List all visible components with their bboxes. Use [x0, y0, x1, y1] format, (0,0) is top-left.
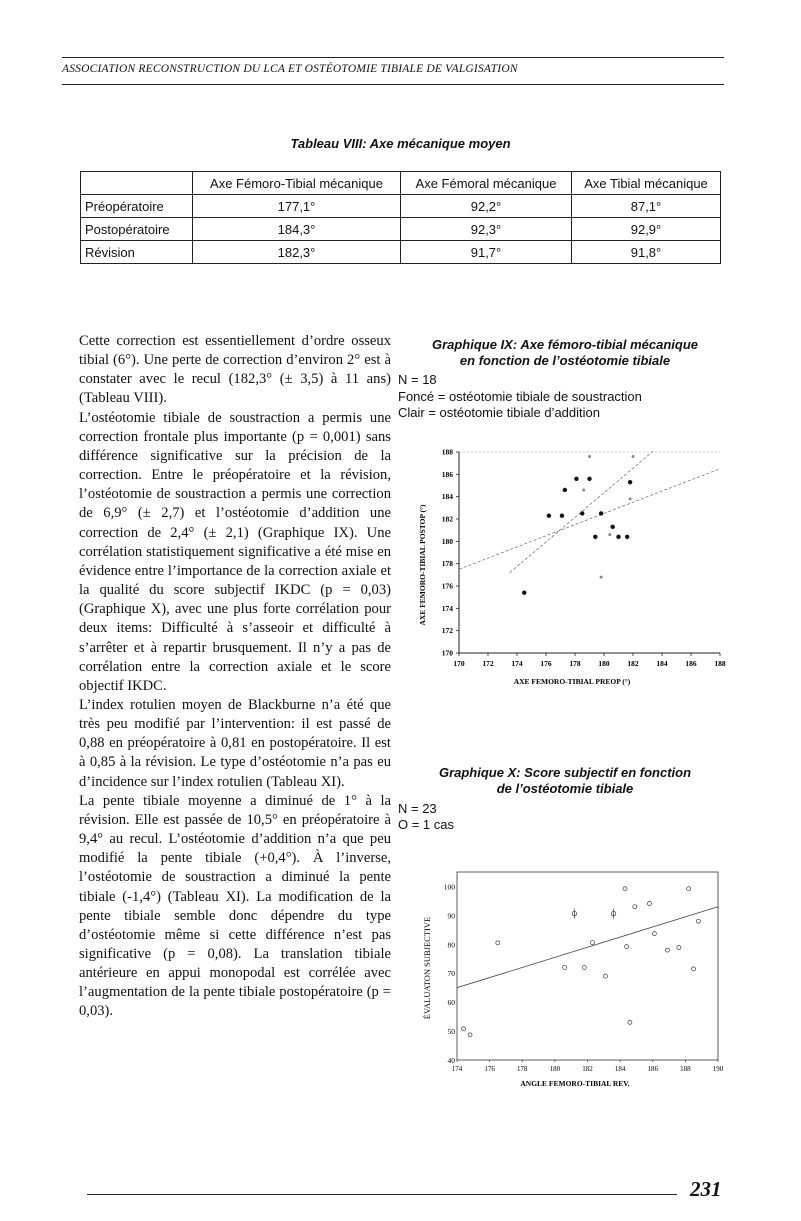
table-row-label: Préopératoire	[81, 195, 193, 218]
graph10-point	[628, 1020, 632, 1024]
table-cell: 177,1°	[193, 195, 401, 218]
graph10-point	[696, 919, 700, 923]
table-row	[81, 218, 721, 241]
graph10-y-tick-label: 100	[443, 882, 455, 892]
graph9-y-tick-label: 184	[441, 492, 453, 502]
graph9-dark-point	[563, 488, 567, 492]
graph10-point	[677, 945, 681, 949]
graph9-x-tick-label: 188	[714, 659, 726, 668]
graph9-dark-point	[616, 535, 620, 539]
axe-mecanique-table	[80, 171, 721, 264]
graph10-y-tick-label: 70	[447, 969, 455, 979]
graph9-x-tick-label: 180	[598, 659, 610, 668]
graph10-point	[625, 945, 629, 949]
graph9-title-line2: en fonction de l’ostéotomie tibiale	[459, 353, 671, 368]
graph10-point	[462, 1027, 466, 1031]
graph9-dark-point	[547, 513, 551, 517]
graph9-light-point	[632, 455, 635, 458]
graph10-y-tick-label: 40	[447, 1056, 455, 1065]
graph9-y-tick-label: 180	[441, 536, 453, 546]
graph9-n: N = 18	[398, 372, 437, 387]
graph10-point	[652, 932, 656, 936]
graph10-x-tick-label: 174	[451, 1065, 463, 1073]
graph9-y-tick-label: 174	[441, 603, 453, 613]
graph10-y-tick-label: 90	[447, 911, 455, 921]
graph9-x-axis-label: AXE FEMORO-TIBIAL PREOP (°)	[513, 677, 631, 686]
table-header-row	[81, 172, 721, 195]
body-paragraph: L’index rotulien moyen de Blackburne n’a été que très peu modifié par l’intervention: il est passé de 0,88 en préopératoire à 0,81 en postopératoire. Il est à 0,85 à la révision. Le type d’ostéotomie n’a pas eu d’incidence sur l’index rotulien (Tableau XI).	[79, 696, 391, 790]
table-cell: 92,9°	[572, 218, 721, 241]
graph9-legend-dark: Foncé = ostéotomie tibiale de soustraction	[398, 389, 642, 404]
graph9-y-tick-label: 182	[441, 514, 453, 524]
table-row-label: Révision	[81, 241, 193, 264]
graph9-x-tick-label: 174	[511, 659, 523, 668]
graph10-title-line1: Graphique X: Score subjectif en fonction	[438, 765, 692, 780]
graph9-regression-line	[510, 450, 655, 573]
graph9-x-tick-label: 172	[482, 659, 494, 668]
graph9-title-line1: Graphique IX: Axe fémoro-tibial mécanique	[431, 337, 699, 352]
graph9-light-point	[588, 455, 591, 458]
graph10-point	[563, 965, 567, 969]
table-cell: 91,7°	[401, 241, 572, 264]
table-cell: 184,3°	[193, 218, 401, 241]
table-header-cell: Axe Fémoro-Tibial mécanique	[193, 172, 401, 195]
graph9-light-point	[629, 497, 632, 500]
graph9-y-tick-label: 178	[441, 559, 453, 569]
graph10-x-tick-label: 180	[549, 1065, 561, 1073]
graph10-point	[633, 905, 637, 909]
graph10-x-tick-label: 190	[712, 1065, 724, 1073]
graph9-y-tick-label: 176	[441, 581, 453, 591]
graph10-point	[665, 948, 669, 952]
graph10-scatter-chart	[405, 860, 735, 1090]
graph10-title-line2: de l’ostéotomie tibiale	[496, 781, 634, 796]
header-rule-top	[62, 57, 724, 58]
graph9-light-point	[582, 488, 585, 491]
graph10-x-tick-label: 186	[647, 1065, 658, 1073]
graph9-dark-point	[560, 513, 564, 517]
table-header-cell: Axe Tibial mécanique	[572, 172, 721, 195]
graph9-dark-point	[587, 477, 591, 481]
graph9-x-tick-label: 184	[656, 659, 668, 668]
graph9-dark-point	[611, 525, 615, 529]
graph9-dark-point	[625, 535, 629, 539]
table-cell: 92,2°	[401, 195, 572, 218]
graph9-dark-point	[574, 477, 578, 481]
table-title: Tableau VIII: Axe mécanique moyen	[290, 136, 511, 151]
running-header: ASSOCIATION RECONSTRUCTION DU LCA ET OSTÉOTOMIE TIBIALE DE VALGISATION	[62, 63, 518, 75]
graph9-x-tick-label: 170	[453, 659, 465, 668]
graph9-dark-point	[599, 511, 603, 515]
graph9-dark-point	[593, 535, 597, 539]
graph10-y-axis-label: ÉVALUATON SUBJECTIVE	[422, 916, 432, 1020]
graph10-point	[692, 967, 696, 971]
body-paragraph: Cette correction est essentiellement d’ordre osseux tibial (6°). Une perte de correction d’environ 2° est à constater avec le recul (182,3° (± 3,5) à 11 ans) (Tableau VIII).	[79, 333, 391, 407]
graph9-y-tick-label: 188	[441, 447, 453, 457]
graph9-dark-point	[522, 591, 526, 595]
graph9-x-tick-label: 178	[569, 659, 581, 668]
graph10-y-tick-label: 50	[447, 1027, 455, 1037]
page-number: 231	[690, 1177, 722, 1201]
graph10-point	[582, 965, 586, 969]
graph10-x-tick-label: 176	[484, 1065, 495, 1073]
graph10-point	[647, 902, 651, 906]
graph9-x-tick-label: 186	[685, 659, 697, 668]
graph9-x-tick-label: 182	[627, 659, 639, 668]
graph9-y-tick-label: 172	[441, 626, 453, 636]
graph10-point	[623, 887, 627, 891]
graph10-point	[468, 1033, 472, 1037]
graph10-x-tick-label: 184	[614, 1065, 626, 1073]
table-header-cell	[81, 172, 193, 195]
graph10-y-tick-label: 80	[447, 940, 455, 950]
graph9-light-point	[608, 533, 611, 536]
graph9-y-tick-label: 170	[441, 648, 453, 658]
graph10-n: N = 23	[398, 801, 437, 816]
table-cell: 182,3°	[193, 241, 401, 264]
graph9-dark-point	[628, 480, 632, 484]
graph10-point	[496, 941, 500, 945]
graph10-point	[603, 974, 607, 978]
graph9-y-axis-label: AXE FEMORO-TIBIAL POSTOP (°)	[418, 504, 427, 626]
graph9-y-tick-label: 186	[441, 469, 453, 479]
graph10-x-tick-label: 182	[582, 1065, 593, 1073]
body-text-column	[79, 332, 391, 1022]
graph9-scatter-chart	[405, 440, 735, 695]
graph9-x-tick-label: 176	[540, 659, 552, 668]
graph9-regression-line	[459, 469, 720, 570]
graph9-light-point	[600, 576, 603, 579]
graph10-regression-line	[457, 907, 718, 988]
graph10-x-tick-label: 188	[680, 1065, 691, 1073]
graph9-legend-light: Clair = ostéotomie tibiale d’addition	[398, 405, 600, 420]
graph10-note: O = 1 cas	[398, 817, 454, 832]
body-paragraph: L’ostéotomie tibiale de soustraction a permis une correction frontale plus importante (p = 0,001) sans différence significative sur la précision de la correction. Entre le préopératoire et la révision, l’ostéotomie de soustraction a permis une correction de 6,9° (± 2,7) et l’ostéotomie d’addition une correction de 2,4° (± 2,1) (Graphique IX). Une corrélation statistiquement significative a été mise en évidence entre l’importance de la correction axiale et la qualité du score subjectif IKDC (p = 0,03) (Graphique X), avec une plus forte corrélation pour deux items: Difficulté à s’asseoir et difficulté à s’arrêter et à repartir brusquement. Il n’y a pas de corrélation entre la correction axiale et le score objectif IKDC.	[79, 409, 391, 694]
header-rule-bottom	[62, 84, 724, 85]
graph10-plot-frame	[457, 872, 718, 1060]
graph10-point	[687, 887, 691, 891]
table-row-label: Postopératoire	[81, 218, 193, 241]
graph10-x-axis-label: ANGLE FEMORO-TIBIAL REV.	[520, 1079, 630, 1088]
table-row	[81, 195, 721, 218]
table-cell: 91,8°	[572, 241, 721, 264]
table-row	[81, 241, 721, 264]
footer-rule	[87, 1194, 677, 1195]
body-paragraph: La pente tibiale moyenne a diminué de 1° à la révision. Elle est passée de 10,5° en préopératoire à 9,4° au recul. L’ostéotomie d’addition n’a que peu modifié la pente tibiale (+0,4°). À l’inverse, l’ostéotomie de soustraction a diminué la pente tibiale (-1,4°) (Tableau XI). La modification de la pente tibiale semble donc dépendre du type d’ostéotomie même si cette différence n’est pas significative (p = 0,08). La translation tibiale antérieure en appui monopodal est corrélée avec l’augmentation de la pente tibiale postopératoire (p = 0,03).	[79, 792, 391, 1020]
table-header-cell: Axe Fémoral mécanique	[401, 172, 572, 195]
graph9-dark-point	[580, 511, 584, 515]
table-cell: 87,1°	[572, 195, 721, 218]
graph10-point	[590, 941, 594, 945]
graph10-y-tick-label: 60	[447, 998, 455, 1008]
graph10-x-tick-label: 178	[517, 1065, 528, 1073]
table-cell: 92,3°	[401, 218, 572, 241]
